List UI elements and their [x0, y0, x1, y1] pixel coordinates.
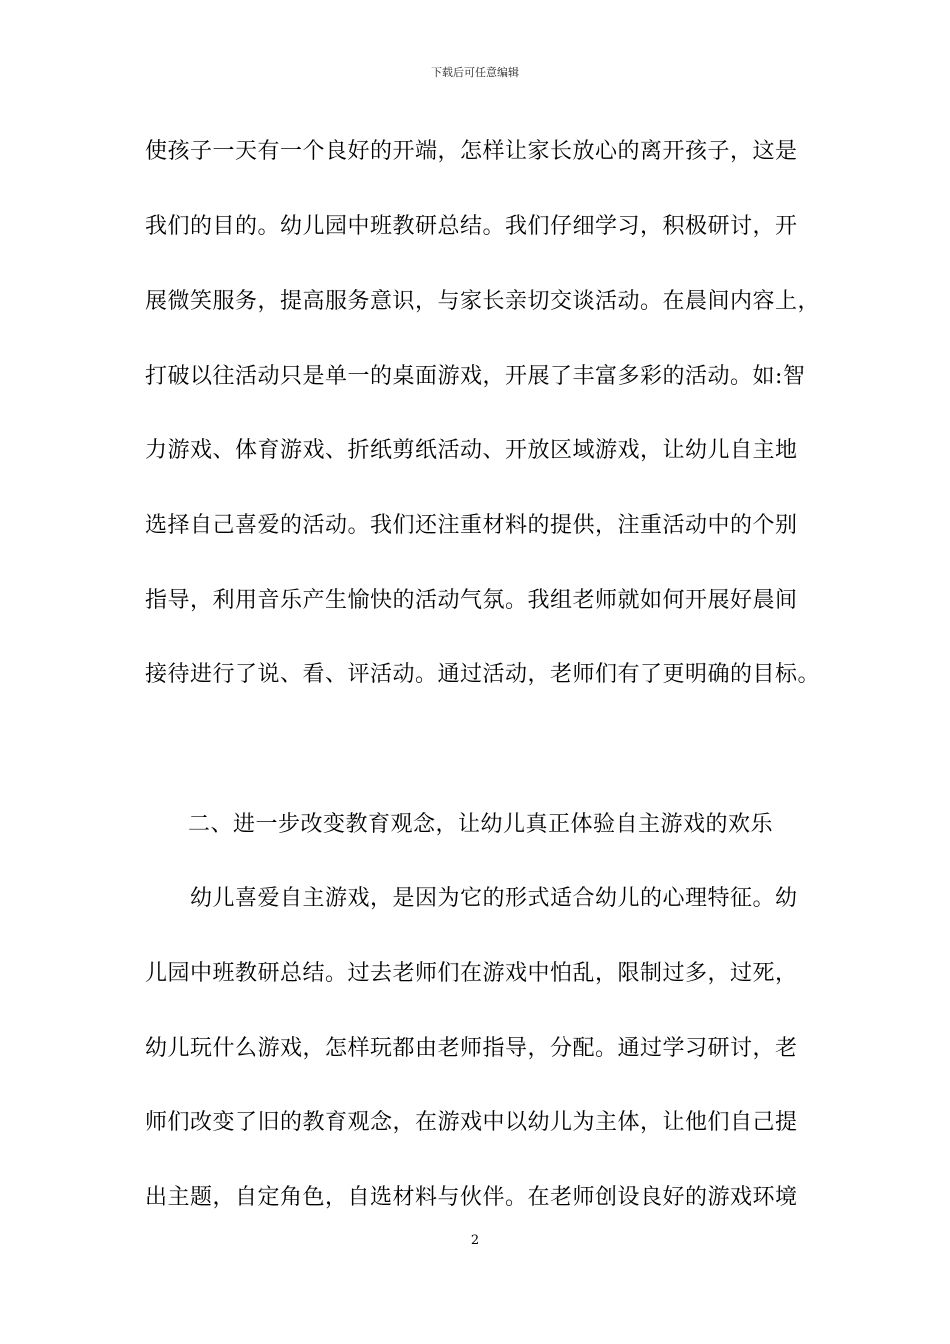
paragraph-line: 儿园中班教研总结。过去老师们在游戏中怕乱，限制过多，过死， [145, 961, 798, 986]
paragraph-line: 幼儿喜爱自主游戏，是因为它的形式适合幼儿的心理特征。幼 [190, 886, 798, 911]
paragraph-line: 打破以往活动只是单一的桌面游戏，开展了丰富多彩的活动。如:智 [145, 364, 806, 389]
paragraph-line: 选择自己喜爱的活动。我们还注重材料的提供，注重活动中的个别 [145, 513, 798, 538]
paragraph-line: 出主题，自定角色，自选材料与伙伴。在老师创设良好的游戏环境 [145, 1185, 798, 1210]
paragraph-line: 使孩子一天有一个良好的开端，怎样让家长放心的离开孩子，这是 [145, 139, 798, 164]
paragraph-line: 力游戏、体育游戏、折纸剪纸活动、开放区域游戏，让幼儿自主地 [145, 438, 798, 463]
paragraph-line: 展微笑服务，提高服务意识，与家长亲切交谈活动。在晨间内容上， [145, 289, 821, 314]
page-header: 下载后可任意编辑 [431, 66, 519, 79]
paragraph-line: 我们的目的。幼儿园中班教研总结。我们仔细学习，积极研讨，开 [145, 214, 798, 239]
paragraph-line: 师们改变了旧的教育观念，在游戏中以幼儿为主体，让他们自己提 [145, 1110, 798, 1135]
page-number: 2 [470, 1233, 480, 1248]
paragraph-line: 接待进行了说、看、评活动。通过活动，老师们有了更明确的目标。 [145, 662, 821, 687]
section-heading: 二、进一步改变教育观念，让幼儿真正体验自主游戏的欢乐 [188, 812, 774, 837]
paragraph-line: 幼儿玩什么游戏，怎样玩都由老师指导，分配。通过学习研讨，老 [145, 1036, 798, 1061]
paragraph-line: 指导，利用音乐产生愉快的活动气氛。我组老师就如何开展好晨间 [145, 588, 798, 613]
